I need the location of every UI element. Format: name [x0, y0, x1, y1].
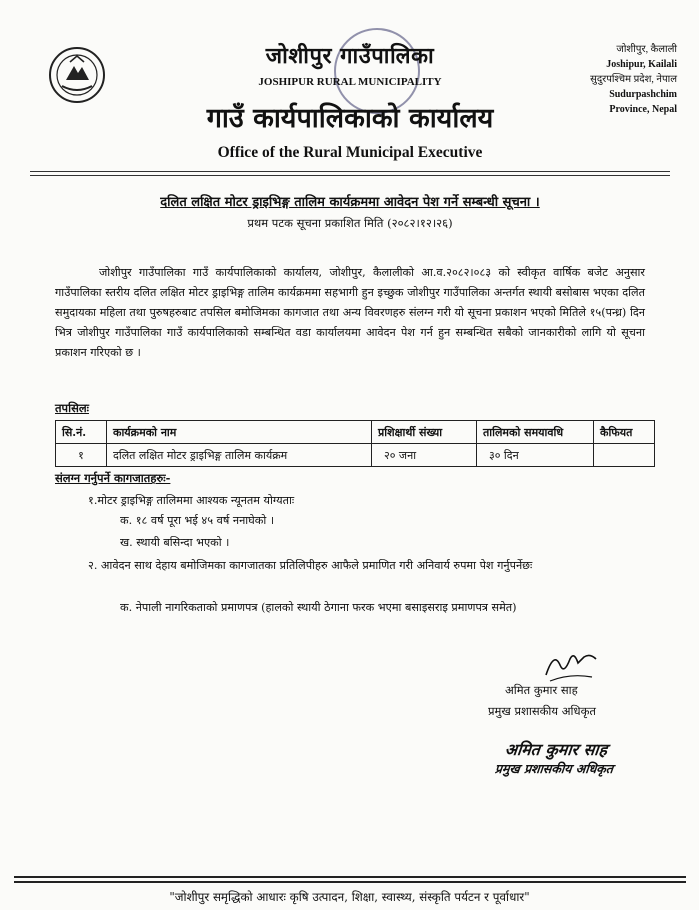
address-line: जोशीपुर, कैलाली [616, 44, 677, 55]
stamp-title: प्रमुख प्रशासकीय अधिकृत [494, 761, 614, 776]
publish-date: प्रथम पटक सूचना प्रकाशित मिति (२०८२।१२।२६) [247, 216, 453, 230]
municipality-name-en: JOSHIPUR RURAL MUNICIPALITY [258, 76, 442, 88]
footer-divider [14, 881, 686, 883]
address-line: Province, Nepal [609, 104, 677, 115]
signer-name: अमित कुमार साह [505, 683, 578, 697]
documents-label: संलग्न गर्नुपर्ने कागजातहरुः- [55, 471, 171, 485]
stamp-name: अमित कुमार साह [503, 740, 609, 759]
column-header: प्रशिक्षार्थी संख्या [372, 421, 477, 444]
column-header: सि.नं. [56, 421, 107, 444]
footer-slogan: "जोशीपुर समृद्धिको आधारः कृषि उत्पादन, शिक्षा, स्वास्थ्य, संस्कृति पर्यटन र पूर्वाधार" [169, 890, 530, 904]
table-cell: दलित लक्षित मोटर ड्राइभिङ्ग तालिम कार्यक्रम [107, 444, 372, 467]
program-table [55, 420, 655, 467]
column-header: कैफियत [594, 421, 655, 444]
address-block [527, 42, 677, 117]
document-subitem: ख. स्थायी बसिन्दा भएको । [120, 536, 230, 549]
document-subitem: क. नेपाली नागरिकताको प्रमाणपत्र (हालको स्थायी ठेगाना फरक भएमा बसाइसराइ प्रमाणपत्र समेत) [120, 601, 517, 614]
notice-title: दलित लक्षित मोटर ड्राइभिङ्ग तालिम कार्यक्रममा आवेदन पेश गर्ने सम्बन्धी सूचना । [160, 195, 540, 210]
table-cell: ३० दिन [477, 444, 594, 467]
document-item: २. आवेदन साथ देहाय बमोजिमका कागजातका प्रतिलिपीहरु आफैले प्रमाणित गरी अनिवार्य रुपमा पेश गर्नुपर्नेछः [88, 559, 533, 572]
header-divider [30, 175, 670, 176]
header-divider [30, 171, 670, 172]
signer-title: प्रमुख प्रशासकीय अधिकृत [488, 704, 596, 718]
table-cell: २० जना [372, 444, 477, 467]
table-cell [594, 444, 655, 467]
address-line: सुदुरपश्चिम प्रदेश, नेपाल [590, 74, 677, 85]
office-name-en: Office of the Rural Municipal Executive [217, 144, 483, 161]
notice-body: जोशीपुर गाउँपालिका गाउँ कार्यपालिकाको कार्यालय, जोशीपुर, कैलालीको आ.व.२०८२।०८३ को स्वीकृत वार्षिक बजेट अनुसार गाउँपालिका स्तरीय दलित लक्षित मोटर ड्राइभिङ्ग तालिम कार्यक्रममा सहभागी हुन इच्छुक जोशीपुर गाउँपालिका अन्तर्गत स्थायी बसोबास भएका दलित समुदायका महिला तथा पुरुषहरुबाट तपसिल बमोजिमका कागजात तथा अन्य विवरणहरु संलग्न गरी यो सूचना प्रकाशन भएको मितिले १५(पन्ध्र) दिन भित्र जोशीपुर गाउँपालिका गाउँ कार्यपालिकाको सम्बन्धित वडा कार्यालयमा आवेदन पेश गर्न हुन सम्बन्धित सबैको जानकारीको लागि यो सूचना प्रकाशन गरिएको छ । [55, 266, 645, 359]
footer-divider [14, 876, 686, 878]
office-name-np: गाउँ कार्यपालिकाको कार्यालय [206, 103, 494, 134]
column-header: कार्यक्रमको नाम [107, 421, 372, 444]
municipality-name-np: जोशीपुर गाउँपालिका [265, 43, 435, 69]
table-row [56, 444, 655, 467]
column-header: तालिमको समयावधि [477, 421, 594, 444]
table-header-row [56, 421, 655, 444]
address-line: Joshipur, Kailali [606, 59, 677, 70]
details-label: तपसिलः [55, 401, 89, 415]
signature [540, 645, 600, 687]
nepal-emblem-icon [48, 46, 106, 104]
address-line: Sudurpashchim [609, 89, 677, 100]
document-item: १.मोटर ड्राइभिङ्ग तालिममा आश्यक न्यूनतम योग्यताः [88, 494, 295, 507]
table-cell: १ [56, 444, 107, 467]
document-subitem: क. १८ वर्ष पूरा भई ४५ वर्ष ननाघेको । [120, 514, 275, 527]
